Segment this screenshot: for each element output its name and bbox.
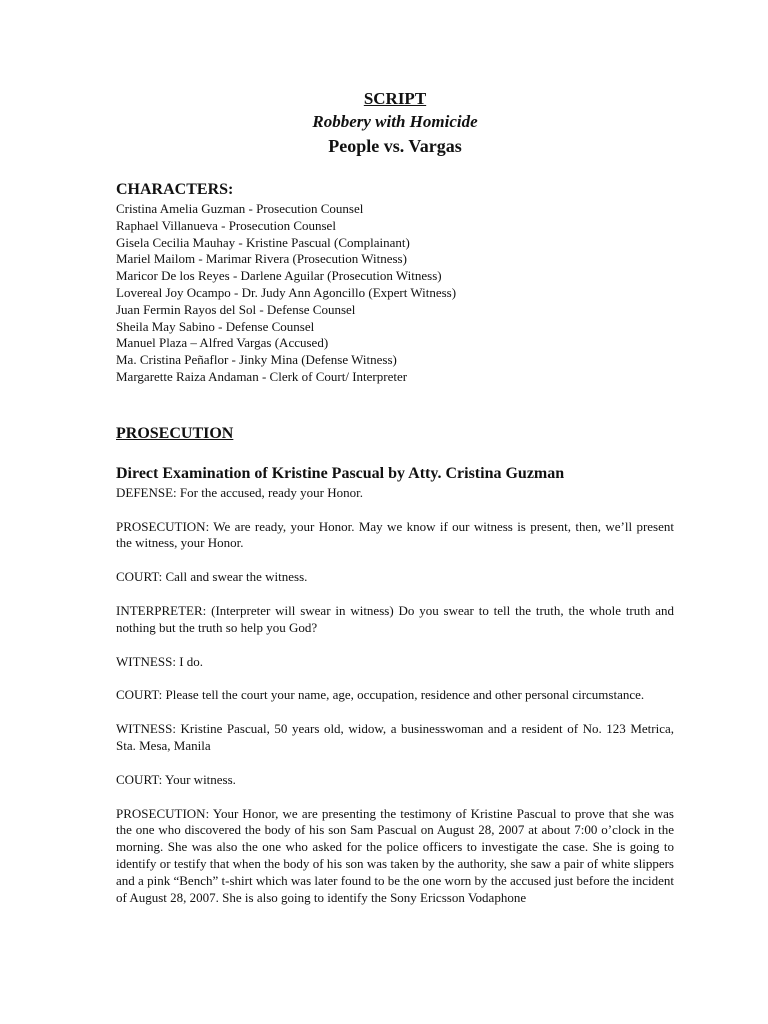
title-block — [116, 88, 674, 159]
character-item: Juan Fermin Rayos del Sol - Defense Counsel — [116, 301, 356, 317]
dialogue-paragraph: COURT: Please tell the court your name, age, occupation, residence and other personal circumstance. — [116, 687, 645, 703]
character-item: Manuel Plaza – Alfred Vargas (Accused) — [116, 335, 329, 351]
character-item: Cristina Amelia Guzman - Prosecution Counsel — [116, 201, 364, 216]
character-item: Sheila May Sabino - Defense Counsel — [116, 318, 315, 334]
character-item: Lovereal Joy Ocampo - Dr. Judy Ann Agoncillo (Expert Witness) — [116, 284, 457, 300]
characters-heading: CHARACTERS: — [116, 181, 234, 198]
dialogue-paragraph: PROSECUTION: Your Honor, we are presenting the testimony of Kristine Pascual to prove that she was the one who discovered the body of his son Sam Pascual on August 28, 2007 at about 7:00 o’clock in the morning. She was also the one who asked for the police officers to investigate the case. She is going to identify or testify that when the body of his son was taken by the authority, she saw a pair of white slippers and a pink “Bench” t-shirt which was later found to be the one worn by the accused just before the incident of August 28, 2007. She is also going to identify the Sony Ericsson Vodaphone — [116, 805, 674, 905]
document-subtitle: Robbery with Homicide — [312, 112, 478, 131]
dialogue-body — [116, 485, 674, 907]
document-page — [116, 88, 674, 923]
character-item: Raphael Villanueva - Prosecution Counsel — [116, 217, 336, 233]
dialogue-paragraph: COURT: Your witness. — [116, 771, 236, 787]
case-name: People vs. Vargas — [328, 136, 462, 156]
document-title: SCRIPT — [363, 89, 427, 108]
dialogue-paragraph: WITNESS: Kristine Pascual, 50 years old, widow, a businesswoman and a resident of No. 123 Metrica, Sta. Mesa, Manila — [116, 721, 674, 753]
character-list — [116, 201, 674, 386]
character-item: Ma. Cristina Peñaflor - Jinky Mina (Defense Witness) — [116, 352, 397, 368]
dialogue-paragraph: COURT: Call and swear the witness. — [116, 569, 308, 585]
dialogue-paragraph: INTERPRETER: (Interpreter will swear in witness) Do you swear to tell the truth, the whole truth and nothing but the truth so help you God? — [116, 602, 674, 635]
section-subheading: Direct Examination of Kristine Pascual by Atty. Cristina Guzman — [116, 464, 565, 482]
dialogue-paragraph: DEFENSE: For the accused, ready your Honor. — [116, 484, 363, 500]
dialogue-paragraph: PROSECUTION: We are ready, your Honor. May we know if our witness is present, then, we’ll present the witness, your Honor. — [116, 518, 674, 551]
character-item: Margarette Raiza Andaman - Clerk of Court/ Interpreter — [116, 368, 408, 384]
character-item: Gisela Cecilia Mauhay - Kristine Pascual (Complainant) — [116, 234, 410, 250]
character-item: Mariel Mailom - Marimar Rivera (Prosecution Witness) — [116, 251, 407, 267]
character-item: Maricor De los Reyes - Darlene Aguilar (Prosecution Witness) — [116, 268, 442, 284]
dialogue-paragraph: WITNESS: I do. — [116, 653, 204, 669]
section-heading: PROSECUTION — [116, 424, 234, 442]
